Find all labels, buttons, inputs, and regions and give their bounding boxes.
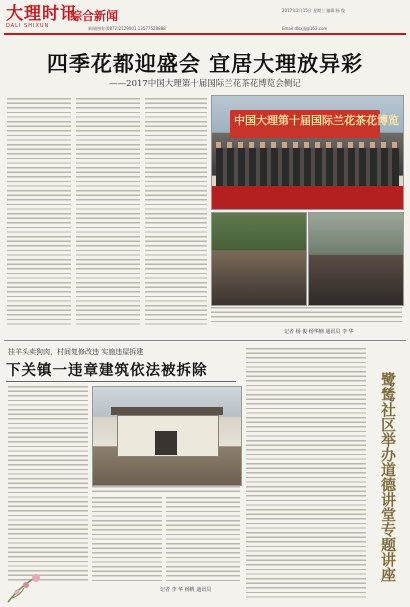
logo-subtext: DALI SHIXUN [6, 23, 50, 29]
article-text-column [7, 98, 71, 326]
issue-date-editor: 2017年2月15日 星期三 编辑:杨 俊 [282, 8, 345, 13]
article-text-column [92, 497, 162, 582]
article-text-column [76, 98, 140, 326]
main-headline: 四季花都迎盛会 宜居大理放异彩 [46, 51, 364, 76]
demolition-site-photo [92, 386, 242, 486]
contact-email: Email:dlsxjlj@163.com [282, 26, 328, 31]
flower-decoration [2, 570, 46, 604]
article-text-column [8, 386, 88, 582]
lower-article-kicker: 挂羊头卖狗肉，村间复修改违 实施违屋拆建 [8, 348, 144, 356]
photo-crowd [216, 148, 399, 188]
news-hotline: 新闻热线:(0872)2129001 13577528888 [88, 26, 166, 31]
article-text-column [145, 98, 207, 326]
main-subheadline: ——2017中国大理第十届国际兰花茶花博览会侧记 [109, 79, 301, 89]
section-divider [4, 340, 406, 341]
masthead [0, 0, 410, 40]
lower-article-headline: 下关镇一违章建筑依法被拆除 [6, 362, 208, 379]
article-text-column [166, 497, 240, 582]
photo-roof [111, 407, 223, 415]
lower-headline-rule [6, 381, 236, 382]
masthead-rule [4, 33, 406, 35]
expo-opening-photo [211, 95, 404, 210]
photo-caption-text [211, 307, 402, 325]
main-article-credit: 记者 杨 俊 杨华楠 通讯员 李 华 [284, 329, 354, 335]
lower-article-credit: 记者 李 华 杨帆 通讯员 [160, 587, 212, 593]
photo-caption-text [92, 486, 240, 494]
photo-door [155, 431, 177, 455]
logo-text: 大理时讯 [6, 4, 78, 24]
expo-booth-photo [308, 212, 404, 306]
right-article-text [246, 348, 366, 600]
section-label: 综合新闻 [70, 9, 119, 23]
expo-visitors-photo [211, 212, 307, 306]
newspaper-logo [6, 3, 78, 29]
photo-red-carpet [212, 186, 403, 209]
photo-banner-text: 中国大理第十届国际兰花茶花博览 [234, 114, 399, 127]
right-article-vertical-title: 鹭鸶社区举办道德讲堂专题讲座 [379, 372, 397, 582]
